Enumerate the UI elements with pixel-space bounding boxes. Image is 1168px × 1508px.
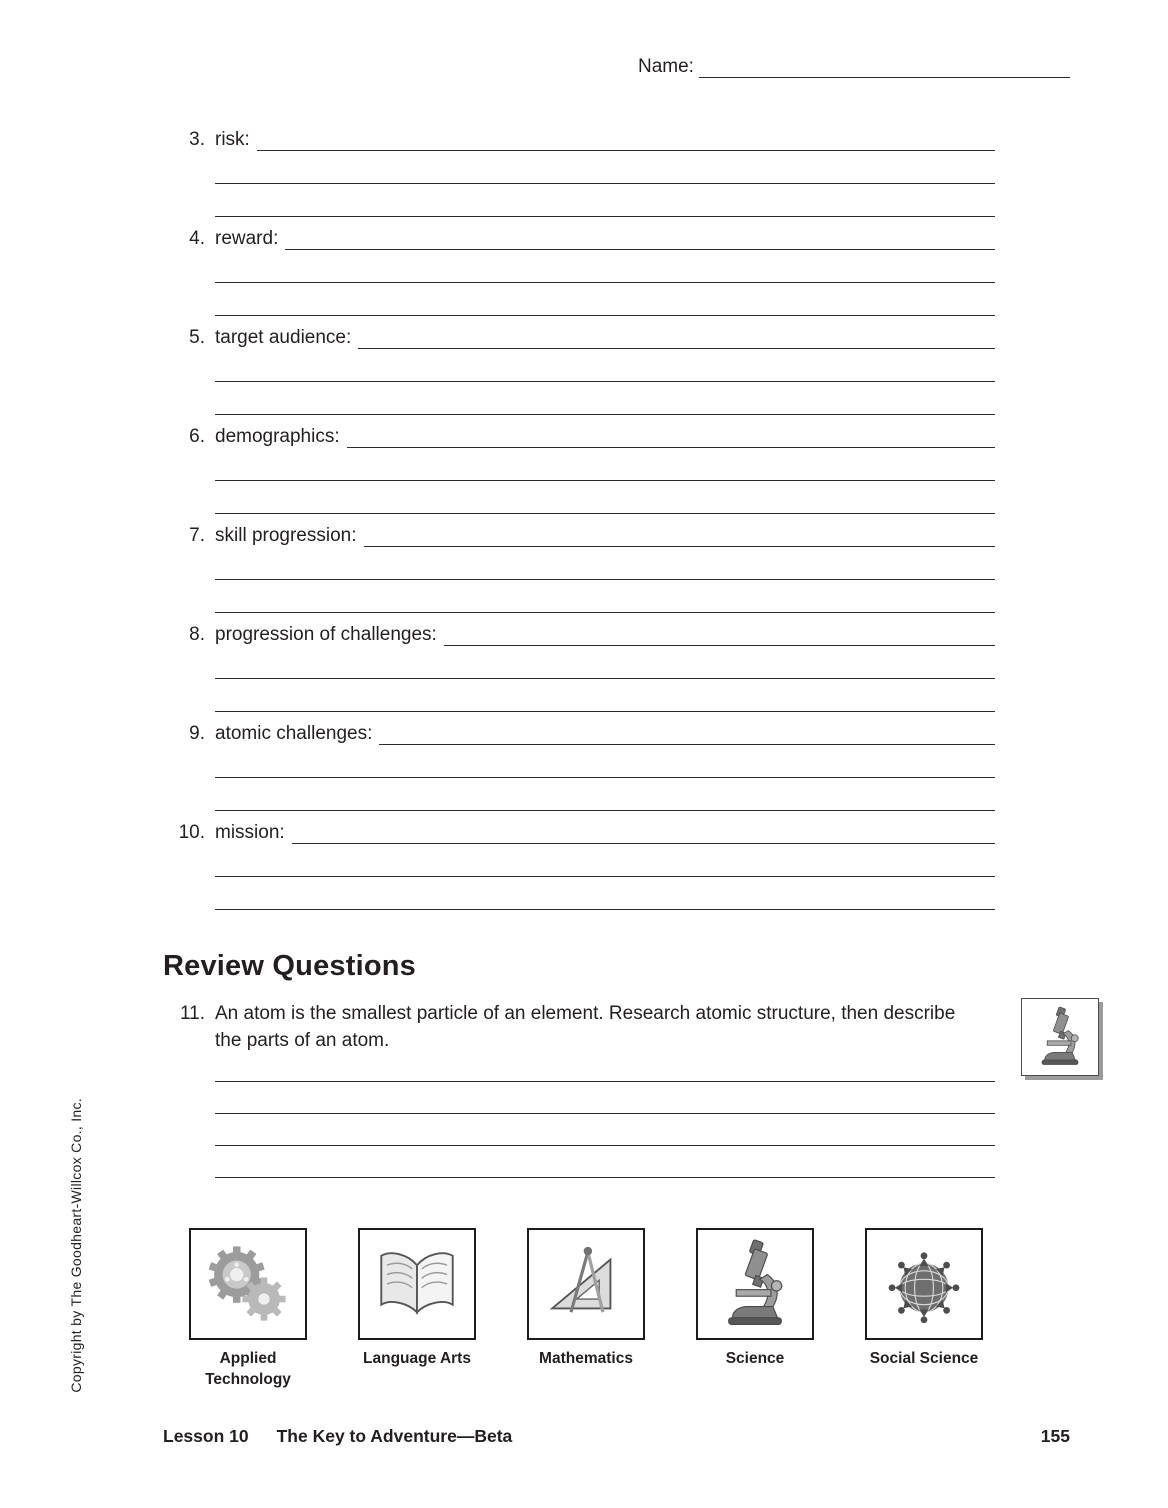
answer-line [215,1177,995,1178]
answer-row [163,155,995,188]
microscope-icon [708,1237,802,1331]
answer-line [215,678,995,679]
subject-label: Language Arts [363,1350,471,1367]
answer-line [379,744,995,745]
answer-line [215,810,995,811]
microscope-icon [1028,1005,1092,1069]
answer-row [163,551,995,584]
answer-line [215,414,995,415]
answer-line [215,1145,995,1146]
subject-social-science [862,1228,986,1391]
subject-label: Mathematics [539,1350,633,1367]
subject-image-box [696,1228,814,1340]
subject-label: Social Science [869,1350,979,1367]
answer-line [215,1081,995,1082]
answer-row [163,485,995,518]
answer-line [215,1113,995,1114]
answer-line [215,480,995,481]
answer-row [163,1150,995,1182]
subject-image-box [527,1228,645,1340]
question-row [163,1000,995,1054]
vocab-term: target audience: [215,327,352,348]
vocab-item [163,716,995,815]
gears-icon [201,1237,295,1331]
vocab-item [163,320,995,419]
footer-lesson: Lesson 10 [163,1426,249,1446]
microscope-callout-image [1021,998,1099,1076]
answer-line [215,612,995,613]
name-blank-line [699,77,1070,78]
vocab-term: atomic challenges: [215,723,373,744]
answer-line [215,216,995,217]
subject-mathematics [524,1228,648,1391]
answer-row [163,254,995,287]
item-number: 7. [189,525,205,546]
subject-label: Applied Technology [205,1350,291,1388]
question-text: An atom is the smallest particle of an element. Research atomic structure, then describe the parts of an atom. [215,1003,956,1051]
vocab-item [163,518,995,617]
vocab-term-row [163,617,995,650]
answer-line [285,249,995,250]
item-number: 3. [189,129,205,150]
answer-row [163,188,995,221]
footer-page-number: 155 [1040,1426,1070,1446]
vocab-term-row [163,518,995,551]
answer-line [215,876,995,877]
answer-row [163,848,995,881]
footer-lesson-title [163,1426,512,1447]
globe-people-icon [877,1237,971,1331]
answer-row [163,452,995,485]
answer-row [163,1118,995,1150]
review-questions-heading: Review Questions [163,950,416,982]
vocab-term-row [163,221,995,254]
answer-line [364,546,996,547]
answer-line [215,315,995,316]
vocab-term-row [163,716,995,749]
answer-line [358,348,995,349]
name-label: Name: [638,56,694,77]
vocab-term-row [163,122,995,155]
answer-row [163,353,995,386]
item-number: 9. [189,723,205,744]
answer-line [215,381,995,382]
vocab-term: risk: [215,129,250,150]
content-column [163,122,995,1391]
subject-applied-technology [186,1228,310,1391]
answer-line [347,447,995,448]
vocab-item [163,617,995,716]
answer-row [163,1054,995,1086]
vocab-term: mission: [215,822,285,843]
answer-line [292,843,995,844]
answer-row [163,650,995,683]
name-row [638,56,1070,80]
vocab-term: skill progression: [215,525,357,546]
item-number: 6. [189,426,205,447]
copyright-text: Copyright by The Goodheart-Willcox Co., Inc. [68,1098,84,1393]
subject-science [693,1228,817,1391]
answer-row [163,584,995,617]
vocab-item [163,419,995,518]
subject-image-box [189,1228,307,1340]
vocab-term: progression of challenges: [215,624,437,645]
item-number: 4. [189,228,205,249]
answer-line [215,711,995,712]
vocab-item [163,815,995,914]
answer-row [163,386,995,419]
triangle-compass-icon [539,1237,633,1331]
answer-row [163,683,995,716]
answer-line [215,183,995,184]
answer-line [215,513,995,514]
answer-row [163,1086,995,1118]
answer-row [163,782,995,815]
answer-line [257,150,995,151]
vocab-term-row [163,419,995,452]
item-number: 8. [189,624,205,645]
footer [163,1426,1070,1447]
question-answer-lines [163,1054,995,1182]
subject-image-box [358,1228,476,1340]
question-11 [163,1000,995,1182]
subject-image-box [865,1228,983,1340]
question-number: 11. [179,1003,205,1024]
vocab-term: reward: [215,228,279,249]
vocab-term: demographics: [215,426,340,447]
item-number: 10. [178,822,205,843]
answer-line [215,909,995,910]
answer-row [163,749,995,782]
answer-row [163,287,995,320]
answer-line [215,777,995,778]
vocab-item [163,122,995,221]
answer-line [444,645,995,646]
vocab-term-row [163,815,995,848]
vocab-item [163,221,995,320]
item-number: 5. [189,327,205,348]
vocab-term-row [163,320,995,353]
answer-line [215,282,995,283]
subject-language-arts [355,1228,479,1391]
footer-book-title: The Key to Adventure—Beta [276,1426,513,1446]
open-book-icon [370,1237,464,1331]
answer-row [163,881,995,914]
subject-label: Science [725,1350,785,1367]
answer-line [215,579,995,580]
subject-icons-row [186,1228,986,1391]
